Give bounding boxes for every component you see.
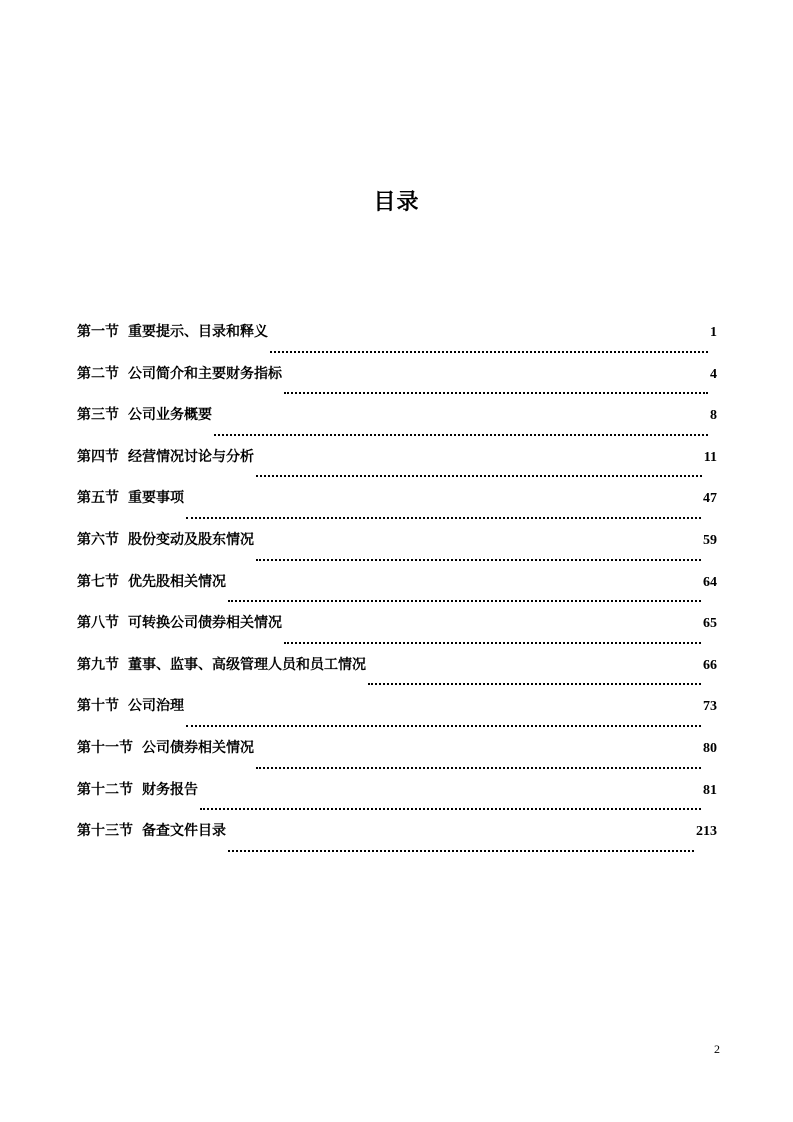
toc-dot-leader (256, 766, 701, 769)
toc-section-title: 可转换公司债券相关情况 (128, 615, 282, 632)
toc-entry[interactable] (77, 654, 717, 696)
toc-section-number: 第七节 (77, 573, 119, 590)
toc-section-title: 优先股相关情况 (128, 573, 226, 590)
table-of-contents (77, 321, 717, 862)
toc-section-title: 公司债券相关情况 (142, 739, 254, 756)
toc-entry[interactable] (77, 321, 717, 363)
toc-page-number: 4 (710, 366, 717, 382)
toc-dot-leader (214, 433, 708, 436)
toc-dot-leader (270, 350, 708, 353)
toc-section-number: 第十三节 (77, 823, 133, 840)
toc-section-title: 公司治理 (128, 698, 184, 715)
toc-page-number: 47 (703, 491, 717, 507)
toc-entry[interactable] (77, 737, 717, 779)
toc-entry[interactable] (77, 487, 717, 529)
toc-section-title: 股份变动及股东情况 (128, 531, 254, 548)
toc-section-number: 第八节 (77, 615, 119, 632)
toc-page-number: 59 (703, 532, 717, 548)
toc-entry[interactable] (77, 446, 717, 488)
toc-section-title: 财务报告 (142, 781, 198, 798)
toc-page-number: 8 (710, 408, 717, 424)
toc-section-number: 第九节 (77, 656, 119, 673)
toc-page-number: 1 (710, 325, 717, 340)
toc-entry[interactable] (77, 571, 717, 613)
toc-entry[interactable] (77, 820, 717, 862)
toc-page-number: 64 (703, 574, 717, 590)
toc-page-number: 65 (703, 616, 717, 632)
toc-entry[interactable] (77, 779, 717, 821)
toc-section-number: 第十二节 (77, 781, 133, 798)
toc-section-title: 公司简介和主要财务指标 (128, 365, 282, 382)
page-title: 目录 (373, 189, 420, 215)
toc-section-number: 第二节 (77, 365, 119, 382)
toc-section-title: 重要事项 (128, 490, 184, 507)
toc-page-number: 11 (703, 449, 717, 465)
toc-section-number: 第一节 (77, 324, 119, 340)
toc-section-number: 第六节 (77, 531, 119, 548)
toc-dot-leader (186, 724, 701, 727)
toc-page-number: 81 (703, 782, 717, 798)
toc-section-number: 第十节 (77, 698, 119, 715)
toc-entry[interactable] (77, 695, 717, 737)
toc-dot-leader (228, 849, 694, 852)
toc-section-title: 备查文件目录 (142, 823, 226, 840)
toc-dot-leader (228, 599, 701, 602)
toc-dot-leader (284, 391, 708, 394)
toc-section-number: 第十一节 (77, 739, 133, 756)
toc-section-title: 重要提示、目录和释义 (128, 324, 268, 340)
toc-entry[interactable] (77, 363, 717, 405)
toc-section-number: 第五节 (77, 490, 119, 507)
toc-entry[interactable] (77, 404, 717, 446)
toc-entry[interactable] (77, 612, 717, 654)
toc-section-number: 第四节 (77, 448, 119, 465)
toc-dot-leader (368, 682, 701, 685)
toc-section-title: 经营情况讨论与分析 (128, 448, 254, 465)
toc-page-number: 80 (703, 740, 717, 756)
toc-page-number: 213 (696, 824, 717, 840)
toc-dot-leader (200, 807, 701, 810)
toc-page-number: 73 (703, 699, 717, 715)
toc-section-title: 公司业务概要 (128, 407, 212, 424)
toc-section-number: 第三节 (77, 407, 119, 424)
toc-dot-leader (284, 641, 701, 644)
toc-entry[interactable] (77, 529, 717, 571)
toc-section-title: 董事、监事、高级管理人员和员工情况 (128, 656, 366, 673)
toc-dot-leader (256, 558, 701, 561)
page-number: 2 (714, 1042, 720, 1056)
toc-page-number: 66 (703, 657, 717, 673)
toc-dot-leader (256, 474, 702, 477)
toc-dot-leader (186, 516, 701, 519)
